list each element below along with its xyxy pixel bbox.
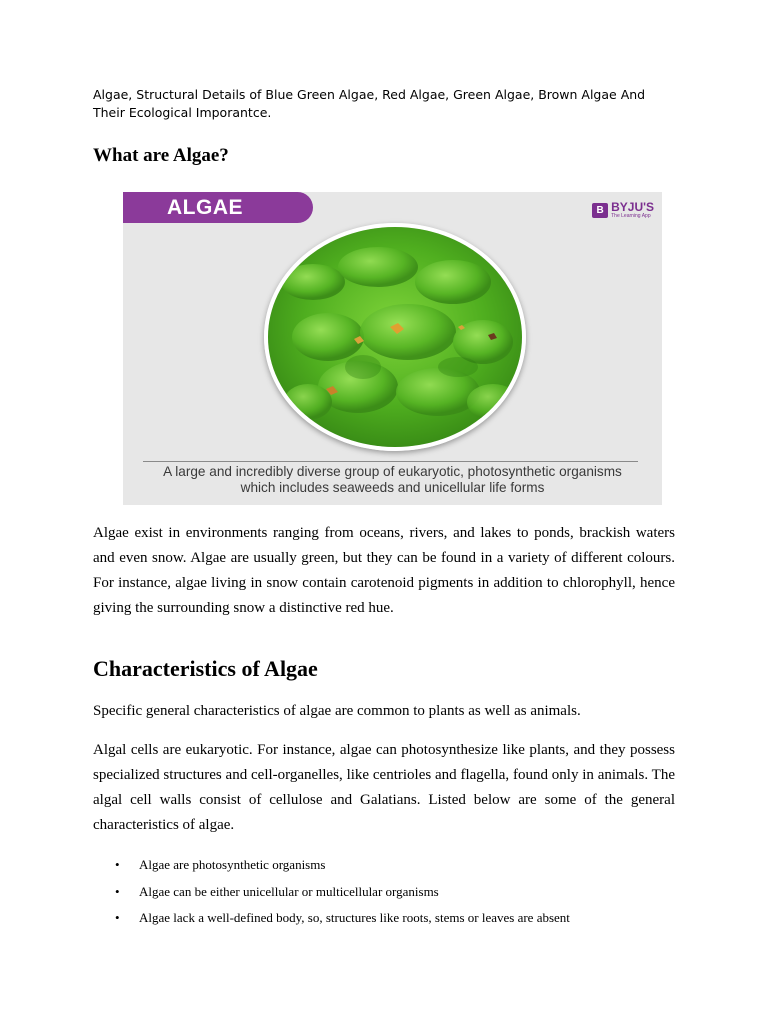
brand-name: BYJU'S xyxy=(611,200,654,214)
characteristics-list xyxy=(93,856,675,926)
list-item xyxy=(93,883,675,900)
algae-photo xyxy=(264,223,526,451)
brand-logo xyxy=(592,201,654,219)
bullet-icon: • xyxy=(115,883,120,899)
bullet-icon: • xyxy=(115,910,120,925)
list-item-text: Algae lack a well-defined body, so, structures like roots, stems or leaves are absent xyxy=(139,910,570,925)
figure-caption-line-1: A large and incredibly diverse group of eukaryotic, photosynthetic organisms xyxy=(163,464,622,479)
brand-mark-icon: B xyxy=(592,203,608,218)
brand-tagline: The Learning App xyxy=(611,213,651,219)
paragraph-algal-cells: Algal cells are eukaryotic. For instance, algae can photosynthesize like plants, and they possess specialized structures and cell-organelles, like centrioles and flagella, found only in animals. The algal cell walls consist of cellulose and Galatians. Listed below are some of the general characteristics of algae. xyxy=(93,742,675,833)
figure-caption xyxy=(123,464,662,496)
figure-banner: ALGAE xyxy=(123,192,313,223)
brand-text xyxy=(611,201,654,219)
list-item xyxy=(93,909,675,926)
document-page xyxy=(93,86,675,936)
list-item-text: Algae are photosynthetic organisms xyxy=(139,857,326,872)
bullet-icon: • xyxy=(115,857,120,872)
paragraph-algae-environments: Algae exist in environments ranging from oceans, rivers, and lakes to ponds, brackish waters and even snow. Algae are usually green, but they can be found in a variety of different colours. For instance, algae living in snow contain carotenoid pigments in addition to chlorophyll, hence giving the surrounding snow a distinctive red hue. xyxy=(93,525,675,616)
algae-figure xyxy=(123,192,662,505)
figure-divider xyxy=(143,461,638,462)
algae-photo-illustration xyxy=(268,227,522,447)
figure-caption-line-2: which includes seaweeds and unicellular life forms xyxy=(240,480,545,495)
list-item xyxy=(93,856,675,873)
section-title-what-are-algae: What are Algae? xyxy=(93,145,229,166)
list-item-text: Algae can be either unicellular or multicellular organisms xyxy=(139,883,439,899)
document-header: Algae, Structural Details of Blue Green Algae, Red Algae, Green Algae, Brown Algae And Their Ecological Imporantce. xyxy=(93,87,646,120)
section-title-characteristics: Characteristics of Algae xyxy=(93,656,318,681)
paragraph-general-characteristics: Specific general characteristics of algae are common to plants as well as animals. xyxy=(93,703,581,719)
